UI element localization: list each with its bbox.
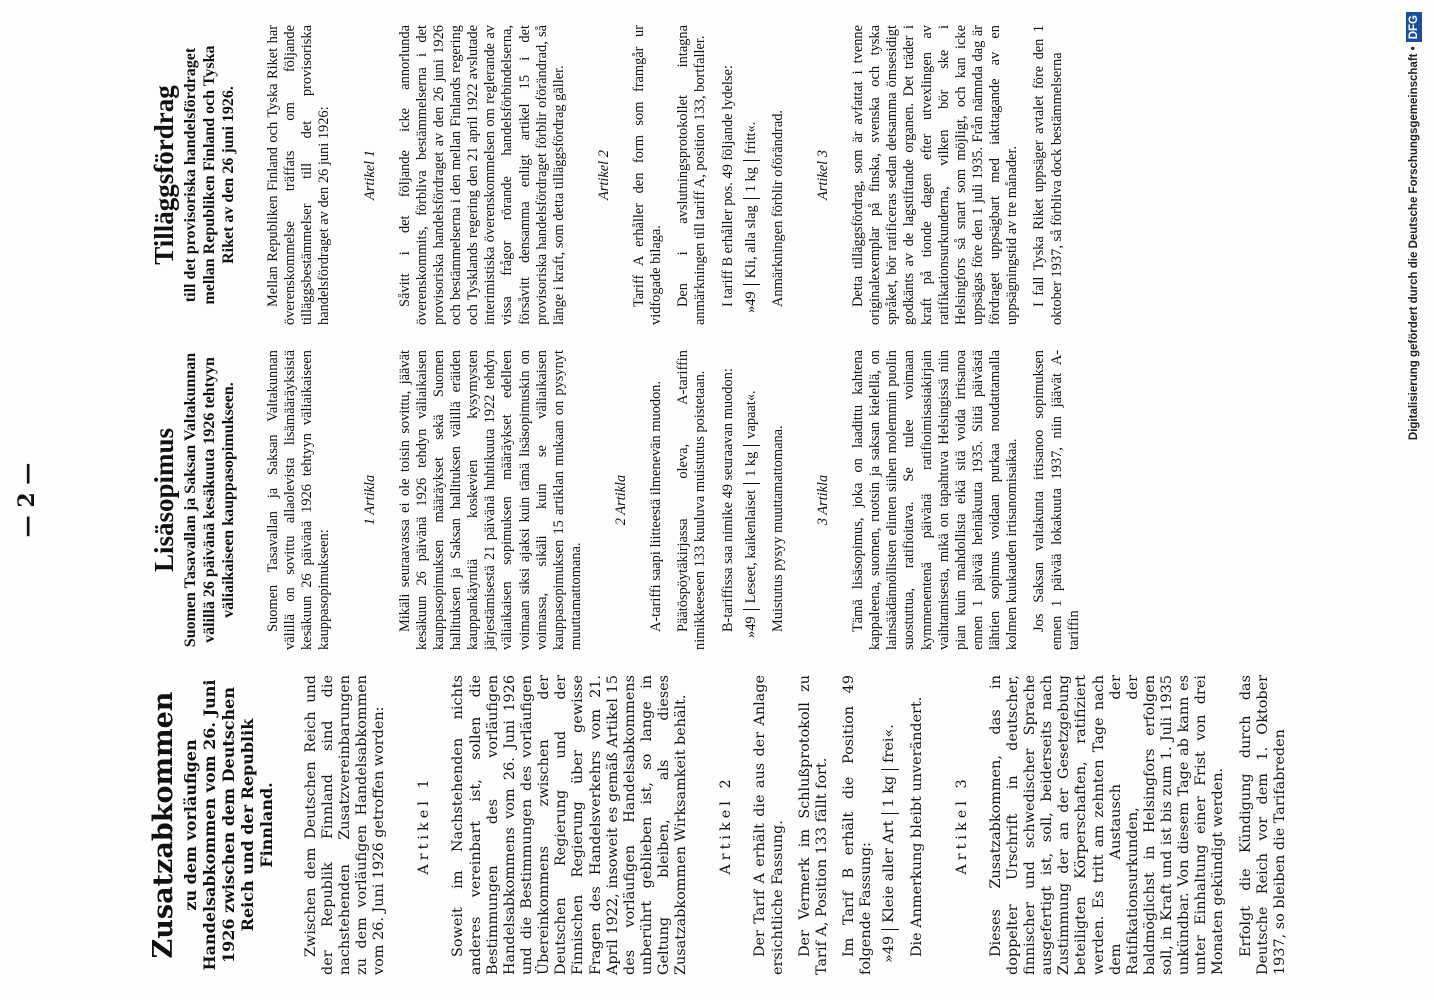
german-art2-p1: Der Tarif A erhält die aus der Anlage ersichtliche Fassung. bbox=[752, 675, 786, 975]
german-art2-p4: Die Anmerkung bleibt unverändert. bbox=[908, 696, 925, 957]
finnish-formula-unit: 1 kg bbox=[743, 445, 760, 483]
finnish-art2-heading: 2 Artikla bbox=[613, 474, 630, 526]
finnish-tariff-formula bbox=[743, 384, 760, 650]
page-number: — 2 — bbox=[14, 462, 40, 538]
finnish-art3-heading: 3 Artikla bbox=[815, 474, 832, 526]
finnish-art2-p3: B-tariffissa saa nimike 49 seuraavan muodon: bbox=[719, 368, 736, 632]
swedish-art3-heading: Artikel 3 bbox=[815, 150, 832, 200]
german-subtitle: zu dem vorläufigen Handelsabkommen vom 26. Juni 1926 zwischen dem Deutschen Reich und der Republik Finnland. bbox=[181, 679, 276, 971]
swedish-column bbox=[150, 25, 1250, 325]
german-art2-p3: Im Tarif B erhält die Position 49 folgende Fassung: bbox=[840, 675, 875, 975]
swedish-tariff-formula bbox=[743, 116, 760, 325]
finnish-title: Lisäsopimus bbox=[149, 427, 179, 573]
finnish-art3-p1: Tämä lisäsopimus, joka on laadittu kahtena kappaleena, suomen, ruotsin ja saksan kielellä, on lainsäädännöllisten elinten siihen molemmin puolin suostuttua, ratifioitava. Se tulee voimaan kymmenentenä päivänä ratifioimisasiakirjain vaihtamisesta, mikä on tapahtuva Helsingissä niin pian kuin mahdollista eikä sitä voida irtisanoa ennen 1 päivää heinäkuuta 1935. Siitä päivästä lähtien sopimus voidaan purkaa noudattamalla kolmen kuukauden irtisanomisaikaa. bbox=[850, 350, 1021, 650]
swedish-art1-heading: Artikel 1 bbox=[361, 150, 378, 200]
german-art2-p2: Der Vermerk im Schlußprotokoll zu Tarif A, Position 133 fällt fort. bbox=[796, 675, 830, 975]
finnish-art1-heading: 1 Artikla bbox=[361, 474, 378, 526]
finnish-intro: Suomen Tasavallan ja Saksan Valtakunnan välillä on sovittu allaolevista lisämääräyksistä kesäkuun 26 päivänä 1926 tehtyyn väliaikaiseen kauppasopimukseen: bbox=[264, 350, 333, 650]
german-art1-text: Soweit im Nachstehenden nichts anderes vereinbart ist, sollen die Bestimmungen des vorläufigen Handelsabkommens vom 26. Juni 1926 und die Bestimmungen des vorläufigen Übereinkommens zwischen der Deutschen Regierung und der Finnischen Regierung über gewisse Fragen des Handelsverkehrs vom 21. April 1922, insoweit es gemäß Artikel 15 des vorläufigen Handelsabkommens unberührt geblieben ist, so lange in Geltung bleiben, als dieses Zusatzabkommen Wirksamkeit behält. bbox=[450, 675, 690, 975]
swedish-title: Tilläggsfördrag bbox=[149, 85, 179, 265]
german-column bbox=[148, 675, 1288, 975]
swedish-formula-position: »49 bbox=[742, 291, 759, 313]
finnish-formula-goods: Leseet, kaikenlaiset bbox=[743, 483, 760, 609]
swedish-art2-p1: Tariff A erhåller den form som framgår ur vidfogade bilaga. bbox=[630, 25, 665, 325]
finnish-formula-position: »49 bbox=[742, 616, 759, 638]
german-title: Zusatzabkommen bbox=[148, 691, 179, 959]
german-formula-goods: Kleie aller Art bbox=[881, 814, 898, 929]
swedish-art2-p3: I tariff B erhåller pos. 49 följande lydelse: bbox=[719, 65, 736, 307]
german-art3-p2: Erfolgt die Kündigung durch das Deutsche Reich vor dem 1. Oktober 1937, so bleiben die Tarifabreden bbox=[1237, 675, 1288, 975]
swedish-formula-duty: fritt«. bbox=[743, 116, 760, 161]
swedish-formula-unit: 1 kg bbox=[743, 161, 760, 199]
finnish-column bbox=[150, 350, 1250, 650]
swedish-art3-p1: Detta tilläggsfördrag, som är avfattat i tvenne originalexemplar på finska, svenska och tyska språket, bör ratificeras sedan detsamma ömsesidigt godkänts av de lagstiftande organen. Det träder i kraft på tionde dagen efter utvexlingen av ratifikationsurkunderna, vilken bör ske i Helsingfors så snart som möjligt, och kan icke uppsägas före den 1 juli 1935. Från nämnda dag är fördraget uppsägbart med iakttagande av en uppsägningstid av tre månader. bbox=[850, 25, 1021, 325]
swedish-intro: Mellan Republiken Finland och Tyska Riket har överenskommelse träffats om följande tilläggsbestämmelser till det provisoriska handelsfördraget av den 26 juni 1926: bbox=[264, 25, 333, 325]
finnish-subtitle: Suomen Tasavallan ja Saksan Valtakunnan välillä 26 päivänä kesäkuuta 1926 tehtyyn väliaikaiseen kauppasopimukseen. bbox=[182, 352, 238, 648]
finnish-art3-p2: Jos Saksan valtakunta irtisanoo sopimuksen ennen 1 päivää lokakuuta 1937, niin jäävät A-tariffin bbox=[1031, 350, 1082, 650]
swedish-subtitle: till det provisoriska handelsfördraget mellan Republiken Finland och Tyska Riket av den 26 juni 1926. bbox=[182, 45, 238, 305]
german-art1-heading: Artikel 1 bbox=[416, 775, 433, 875]
german-intro: Zwischen dem Deutschen Reich und der Republik Finnland sind die nachstehenden Zusatzvereinbarungen zu dem vorläufigen Handelsabkommen vom 26. Juni 1926 getroffen worden: bbox=[302, 675, 388, 975]
finnish-art1-text: Mikäli seuraavassa ei ole toisin sovittu, jäävät kesäkuun 26 päivänä 1926 tehdyn väliaikaisen kauppasopimuksen määräykset sekä Suomen hallituksen ja Saksan hallituksen välillä eräiden kauppankäyntiä koskevien kysymysten järjestämisestä 21 päivänä huhtikuuta 1922 tehdyn väliaikaisen sopimuksen määräykset edelleen voimaan siksi ajaksi kuin tämä lisäsopimuskin on voimassa, sikäli kuin se väliaikaisen kauppasopimuksen 15 artiklan mukaan on pysynyt muuttamattomana. bbox=[396, 350, 584, 650]
finnish-art2-p4: Muistutus pysyy muuttamattomana. bbox=[769, 425, 786, 632]
dfg-logo: DFG bbox=[1406, 12, 1422, 42]
swedish-formula-goods: Kli, alla slag bbox=[743, 199, 760, 285]
german-formula-position: »49 bbox=[881, 935, 898, 963]
swedish-art1-text: Såvitt i det följande icke annorlunda överenskommits, förbliva bestämmelserna i det provisoriska handelsfördraget av den 26 juni 1926 och bestämmelserna i den mellan Finlands regering och Tysklands regering den 21 april 1922 avslutade interimistiska överenskommelsen om reglerande av vissa frågor rörande handelsförbindelserna, försåvitt densamma enligt artikel 15 i det provisoriska handelsfördraget förblir oförändrad, så länge i kraft, som detta tilläggsfördrag gäller. bbox=[396, 25, 567, 325]
finnish-art2-p2: Päätöspöytäkirjassa oleva, A-tariffin nimikkeeseen 133 kuuluva muistutus poistetaan. bbox=[675, 350, 709, 650]
german-tariff-formula bbox=[881, 718, 898, 975]
german-art3-p1: Dieses Zusatzabkommen, das in doppelter Urschrift in deutscher, finnischer und schwedischer Sprache ausgefertigt ist, soll, beiderseits nach Zustimmung der an der Gesetzgebung beteiligten Körperschaften, ratifiziert werden. Es tritt am zehnten Tage nach dem Austausch der Ratifikationsurkunden, der baldmöglichst in Helsingfors erfolgen soll, in Kraft und ist bis zum 1. Juli 1935 unkündbar. Von diesem Tage ab kann es unter Einhaltung einer Frist von drei Monaten gekündigt werden. bbox=[987, 675, 1227, 975]
credit-text: Digitalisierung gefördert durch die Deutsche Forschungsgemeinschaft • bbox=[1408, 46, 1420, 441]
swedish-art2-p2: Den i avslutningsprotokollet intagna anmärkningen till tariff A, position 133, bortfaller. bbox=[675, 25, 709, 325]
digitization-credit bbox=[1406, 12, 1422, 988]
swedish-art3-p2: I fall Tyska Riket uppsäger avtalet före den 1 oktober 1937, så förbliva dock bestämmelserna bbox=[1031, 25, 1065, 325]
german-art2-heading: Artikel 2 bbox=[718, 775, 735, 875]
german-formula-duty: frei«. bbox=[881, 718, 898, 769]
finnish-art2-p1: A-tariffi saapi liitteestä ilmenevän muodon. bbox=[648, 380, 665, 632]
german-art3-heading: Artikel 3 bbox=[953, 775, 970, 875]
finnish-formula-duty: vapaat«. bbox=[743, 384, 760, 445]
digitization-credit-bar bbox=[1406, 12, 1422, 988]
swedish-art2-p4: Anmärkningen förblir oförändrad. bbox=[769, 109, 786, 307]
swedish-art2-heading: Artikel 2 bbox=[595, 150, 612, 200]
german-formula-unit: 1 kg bbox=[881, 769, 898, 814]
